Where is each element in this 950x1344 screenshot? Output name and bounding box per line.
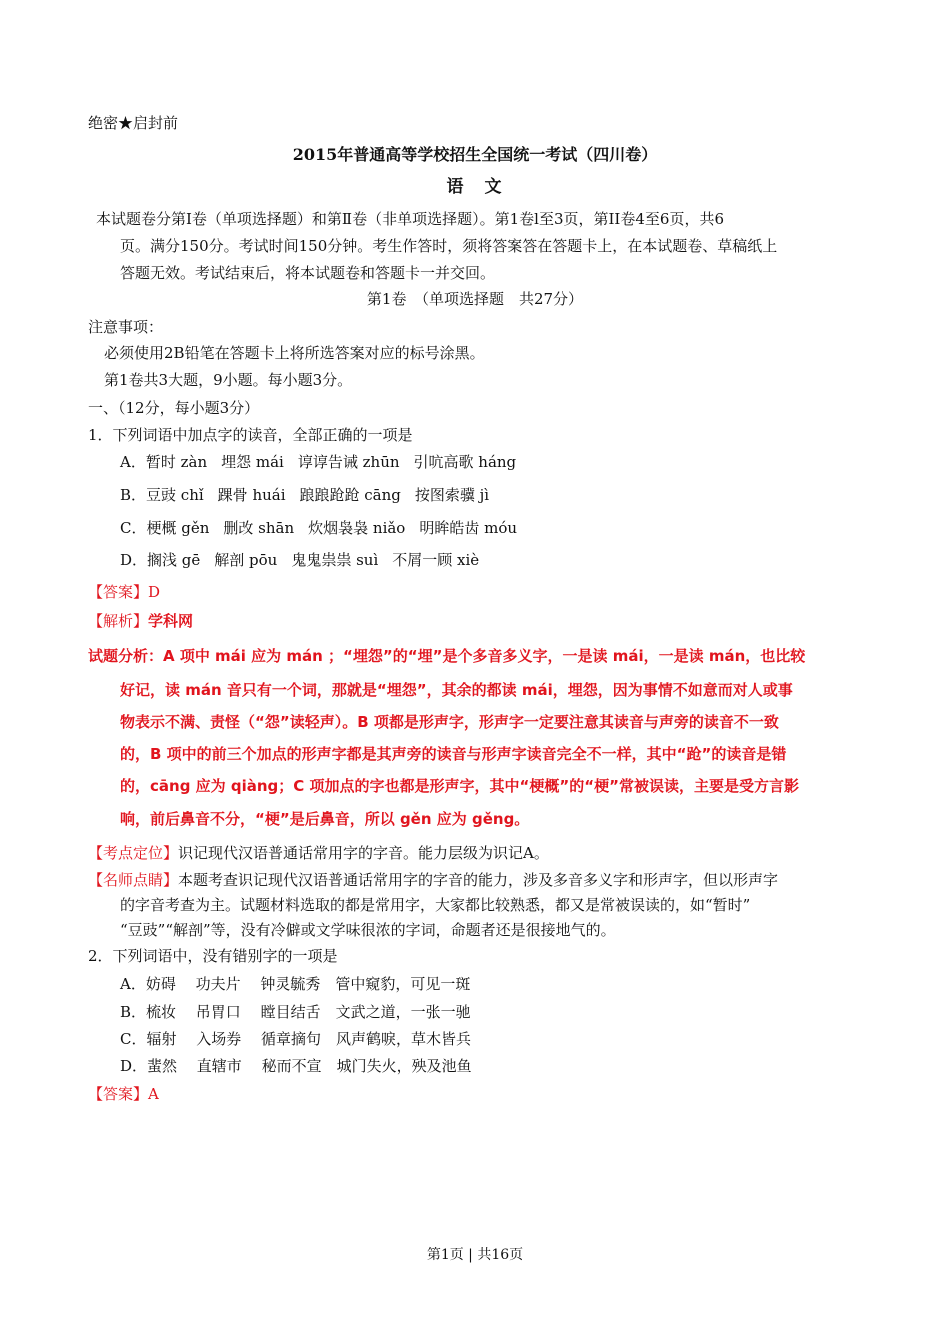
option-label: C．: [120, 519, 147, 537]
option-label: C．: [120, 1030, 147, 1048]
option-word: 搁浅 gē: [147, 551, 201, 569]
option-label: A．: [120, 453, 146, 471]
option-word: 删改 shān: [223, 519, 295, 537]
q2-option-a: [120, 973, 470, 995]
q2-option-d: [120, 1055, 472, 1077]
option-word: 踉踉跄跄 cāng: [299, 486, 401, 504]
section-heading: 一、（12分，每小题3分）: [88, 399, 260, 417]
q1-analysis-header: [88, 610, 193, 632]
option-word: 暂时 zàn: [145, 453, 208, 471]
mingshi-line: “豆豉”“解剖”等，没有冷僻或文学味很浓的字词，命题者还是很接地气的。: [120, 921, 616, 939]
option-word: 解剖 pōu: [214, 551, 278, 569]
analysis-line: 物表示不满、责怪（“怨”读轻声）。B 项都是形声字，形声字一定要注意其读音与声旁的读音不一致: [120, 713, 779, 731]
option-word: 谆谆告诫 zhūn: [297, 453, 400, 471]
notes-label: 注意事项：: [88, 318, 164, 336]
note-item: 第1卷共3大题，9小题。每小题3分。: [104, 371, 353, 389]
exam-title: 2015年普通高等学校招生全国统一考试（四川卷）: [292, 145, 658, 164]
option-word: 炊烟袅袅 niǎo: [308, 519, 406, 537]
q1-option-d: [120, 549, 479, 571]
kaodian-tag: 【考点定位】: [88, 844, 179, 862]
q2-option-c: [120, 1028, 471, 1050]
q1-option-b: [120, 484, 489, 506]
option-label: B．: [120, 1003, 147, 1021]
subject-title: 语 文: [446, 177, 504, 197]
analysis-line: 的，cāng 应为 qiàng；C 项加点的字也都是形声字，其中“梗概”的“梗”常被误读，主要是受方言影: [120, 777, 799, 795]
mingshi-text: 本题考查识记现代汉语普通话常用字的字音的能力，涉及多音多义字和形声字，但以形声字: [178, 871, 779, 889]
option-label: B．: [120, 486, 147, 504]
option-word: 鬼鬼祟祟 suì: [291, 551, 379, 569]
page-footer: 第1页 | 共16页: [426, 1247, 524, 1263]
option-word: 不屑一顾 xiè: [392, 551, 480, 569]
analysis-line: 的，B 项中的前三个加点的形声字都是其声旁的读音与形声字读音完全不一样，其中“跄”的读音是错: [120, 745, 787, 763]
q2-answer: [88, 1083, 159, 1105]
q1-mingshi: [88, 869, 778, 891]
part1-title: 第1卷 （单项选择题 共27分）: [366, 290, 584, 308]
option-word: 梗概 gěn: [146, 519, 210, 537]
analysis-source: 学科网: [148, 612, 194, 630]
option-text: 辐射 入场券 循章摘句 风声鹤唳，草木皆兵: [146, 1030, 472, 1048]
q2-option-b: [120, 1001, 471, 1023]
mingshi-line: 的字音考查为主。试题材料选取的都是常用字，大家都比较熟悉，都又是常被误读的，如“暂时”: [120, 896, 751, 914]
option-word: 引吭高歌 háng: [413, 453, 517, 471]
option-text: 妨碍 功夫片 钟灵毓秀 管中窥豹，可见一斑: [145, 975, 471, 993]
question-stem: 2．下列词语中，没有错别字的一项是: [88, 947, 338, 965]
mingshi-tag: 【名师点睛】: [88, 871, 179, 889]
answer-value: A: [148, 1085, 159, 1103]
answer-tag: 【答案】: [88, 583, 149, 601]
option-text: 梳妆 吊胃口 瞠目结舌 文武之道，一张一驰: [146, 1003, 471, 1021]
kaodian-text: 识记现代汉语普通话常用字的字音。能力层级为识记A。: [178, 844, 549, 862]
intro-line-3: 答题无效。考试结束后，将本试题卷和答题卡一并交回。: [120, 264, 496, 282]
option-text: 蜚然 直辖市 秘而不宣 城门失火，殃及池鱼: [147, 1057, 472, 1075]
q1-kaodian: [88, 842, 549, 864]
option-word: 按图索骥 jì: [414, 486, 490, 504]
option-word: 踝骨 huái: [217, 486, 286, 504]
analysis-line: 试题分析：A 项中 mái 应为 mán ；“埋怨”的“埋”是个多音多义字，一是读 mái，一是读 mán，也比较: [88, 647, 806, 665]
question-stem: 1．下列词语中加点字的读音，全部正确的一项是: [88, 426, 413, 444]
analysis-line: 响，前后鼻音不分，“梗”是后鼻音，所以 gěn 应为 gěng。: [120, 810, 530, 828]
option-word: 明眸皓齿 móu: [419, 519, 518, 537]
option-label: D．: [120, 551, 148, 569]
option-label: D．: [120, 1057, 148, 1075]
option-label: A．: [120, 975, 146, 993]
option-word: 豆豉 chǐ: [146, 486, 204, 504]
analysis-tag: 【解析】: [88, 612, 149, 630]
q1-option-a: [120, 451, 516, 473]
confidential-mark: 绝密★启封前: [88, 114, 179, 132]
answer-value: D: [148, 583, 161, 601]
q1-option-c: [120, 517, 517, 539]
note-item: 必须使用2B铅笔在答题卡上将所选答案对应的标号涂黑。: [104, 344, 485, 362]
intro-line-2: 页。满分150分。考试时间150分钟。考生作答时，须将答案答在答题卡上，在本试题卷、草稿纸上: [120, 237, 778, 255]
answer-tag: 【答案】: [88, 1085, 149, 1103]
intro-line-1: 本试题卷分第Ⅰ卷（单项选择题）和第Ⅱ卷（非单项选择题）。第1卷l至3页，第II卷4至6页，共6: [96, 210, 724, 228]
q1-answer: [88, 581, 160, 603]
option-word: 埋怨 mái: [221, 453, 284, 471]
analysis-line: 好记，读 mán 音只有一个词，那就是“埋怨”，其余的都读 mái，埋怨，因为事情不如意而对人或事: [120, 681, 793, 699]
